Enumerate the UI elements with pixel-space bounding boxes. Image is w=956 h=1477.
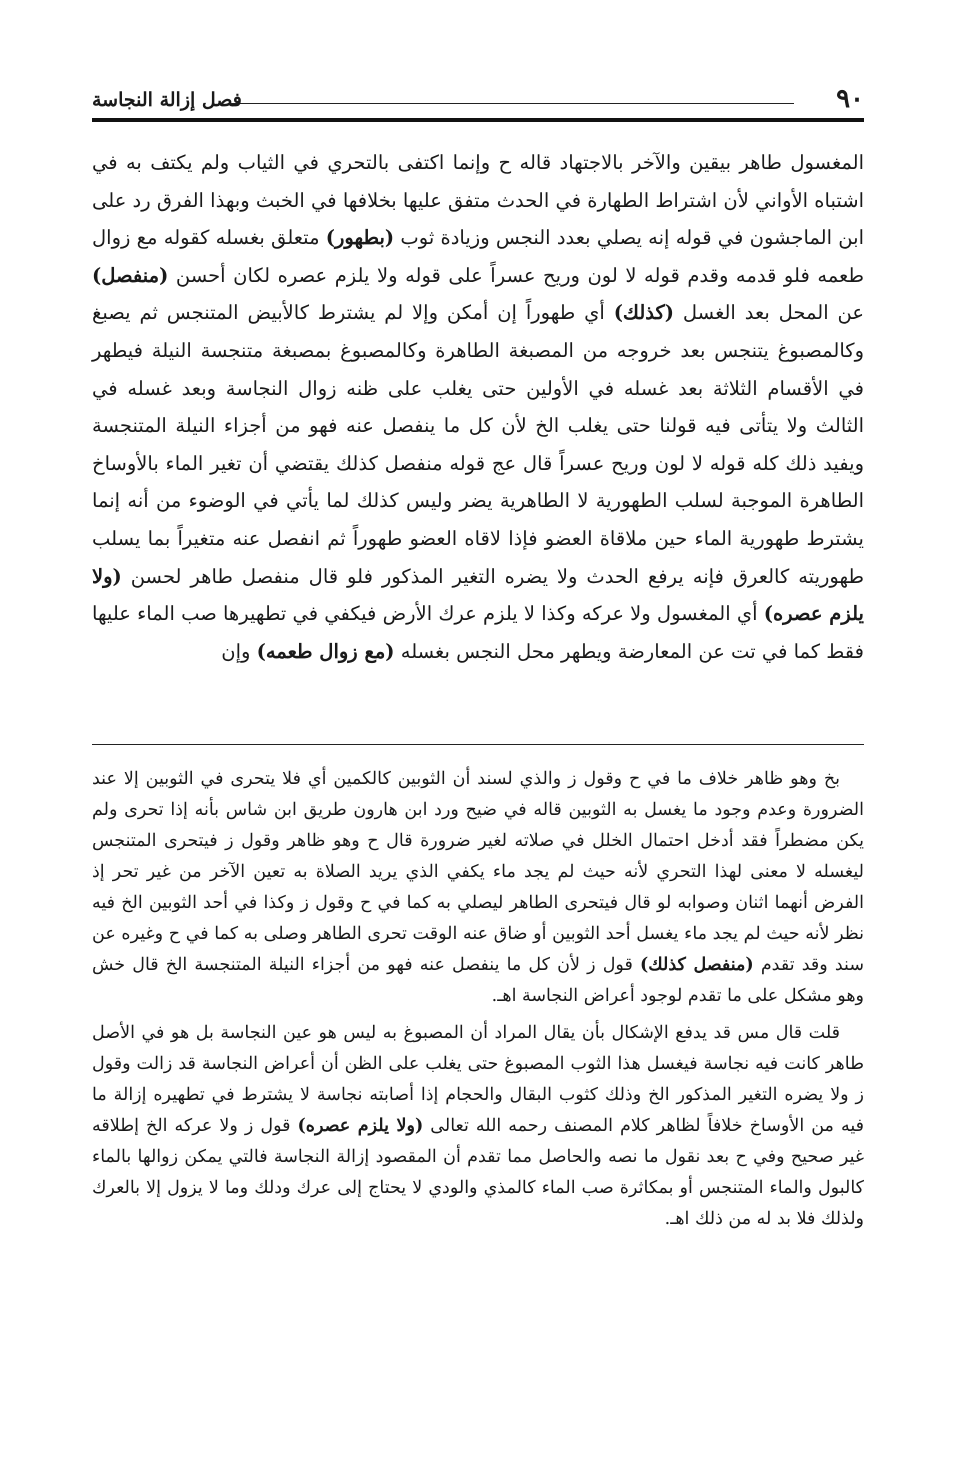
- bold-term: (منفصل): [92, 263, 169, 287]
- text-run: أي المغسول ولا عركه وكذا لا يلزم عرك الأرض فيكفي في تطهيرها صب الماء عليها فقط كما في تت عن المعارضة ويطهر محل النجس بغسله: [92, 602, 864, 663]
- page-number: ٩٠: [836, 84, 864, 114]
- text-run: عن المحل بعد الغسل: [674, 301, 864, 325]
- main-text: [92, 144, 864, 670]
- bold-term: (منفصل كذلك): [639, 955, 754, 975]
- main-paragraph: [92, 144, 864, 670]
- page-header: [92, 82, 864, 122]
- footnote-paragraph: [92, 1018, 864, 1235]
- header-rule: [92, 118, 864, 122]
- text-run: بخ وهو ظاهر خلاف ما في ح وقول ز والذي لسند أن الثوبين كالكمين أي فلا يتحرى في الثوبين إلا عند الضرورة وعدم وجود ما يغسل به الثوبين قاله في ضيح ورد ابن هارون طريق ابن شاس بأنه إذا تحرى ولم يكن مضطراً فقد أدخل احتمال الخلل في صلاته لغير ضرورة قال ح وهو ظاهر وقول ز فيتحرى المتنجس ليغسله لا معنى لهذا التحري لأنه حيث لم يجد ماء يكفي الذي يريد الصلاة به تعين الآخر من غير تحر إذ الفرض أنهما اثنان وصوابه لو قال فيتحرى الطاهر ليصلي به كما في ح وقول ز وكذا في أحد الثوبين الخ فيه نظر لأنه حيث لم يجد ماء يغسل أحد الثوبين أو ضاق عنه الوقت تحرى الطاهر وصلى به كما في ح وغيره عن سند وقد تقدم: [92, 769, 864, 975]
- text-run: قول ز لأن كل ما ينفصل عنه فهو من أجزاء النيلة المتنجسة الخ قال خش وهو مشكل على ما تقدم لوجود أعراض النجاسة اهـ.: [92, 955, 864, 1006]
- text-run: متعلق بغسله كقوله مع زوال طعمه فلو قدمه وقدم قوله لا لون وريح عسراً على قوله ولا يلزم عصره لكان أحسن: [92, 226, 864, 287]
- bold-term: (كذلك): [613, 301, 675, 325]
- footnote-paragraph: [92, 764, 864, 1012]
- footnotes: [92, 764, 864, 1235]
- text-run: المغسول طاهر بيقين والآخر بالاجتهاد قاله ح وإنما اكتفى بالتحري في الثياب ولم يكتف به في اشتباه الأواني لأن اشتراط الطهارة في الحدث متفق عليها بخلافها في الخبث وبهذا الفرق رد على ابن الماجشون في قوله إنه يصلي بعدد النجس وزيادة ثوب: [92, 151, 864, 250]
- header-thin-rule: [230, 103, 794, 104]
- bold-term: (مع زوال طعمه): [256, 639, 395, 663]
- bold-term: (ولا يلزم عصره): [92, 564, 864, 626]
- text-run: قول ز ولا عركه الخ إطلاقه غير صحيح وفي ح بعد نقول ما نصه والحاصل مما تقدم أن المقصود إزالة النجاسة فالتي يمكن زوالها بالماء كالبول والماء المتنجس أو بمكاثرة صب الماء كالمذي والودي لا يحتاج إلى عرك ودلك وما لا يزول إلا بالعرك ولذلك فلا بد له من ذلك اهـ.: [92, 1116, 864, 1229]
- text-run: قلت قال مس قد يدفع الإشكال بأن يقال المراد أن المصبوغ به ليس هو عين النجاسة بل هو في الأصل طاهر كانت فيه نجاسة فيغسل هذا الثوب المصبوغ حتى يغلب على الظن أن أعراض النجاسة قد زالت وقول ز ولا يضره التغير المذكور الخ وذلك كثوب البقال والحجام إذا أصابته نجاسة لا يشترط في تطهيره إزالة ما فيه من الأوساخ خلافاً لظاهر كلام المصنف رحمه الله تعالى: [92, 1023, 864, 1136]
- text-run: وإن: [221, 639, 257, 663]
- bold-term: (ولا يلزم عصره): [297, 1116, 424, 1136]
- chapter-title: فصل إزالة النجاسة: [92, 89, 242, 111]
- bold-term: (بطهور): [325, 226, 395, 250]
- text-run: أي طهوراً إن أمكن وإلا لم يشترط كالأبيض المتنجس ثم يصبغ وكالمصبوغ يتنجس بعد خروجه من المصبغة الطاهرة وكالمصبوغ بمصبغة متنجسة النيلة فيطهر في الأقسام الثلاثة بعد غسله في الأولين حتى يغلب على ظنه زوال النجاسة وبعد غسله في الثالث ولا يتأتى فيه قولنا حتى يغلب الخ لأن كل ما ينفصل عنه فهو من أجزاء النيلة المتنجسة ويفيد ذلك كله قوله لا لون وريح عسراً قال عج قوله منفصل كذلك يقتضي أن تغير الماء بالأوساخ الطاهرة الموجبة لسلب الطهورية لا الطاهرية يضر وليس كذلك لما يأتي في الوضوء من أنه إنما يشترط طهورية الماء حين ملاقاة العضو فإذا لاقاه العضو طهوراً ثم انفصل عنه متغيراً بما يسلب طهوريته كالعرق فإنه يرفع الحدث ولا يضره التغير المذكور فلو قال منفصل طاهر لحسن: [92, 301, 864, 588]
- footnote-separator: [92, 744, 864, 745]
